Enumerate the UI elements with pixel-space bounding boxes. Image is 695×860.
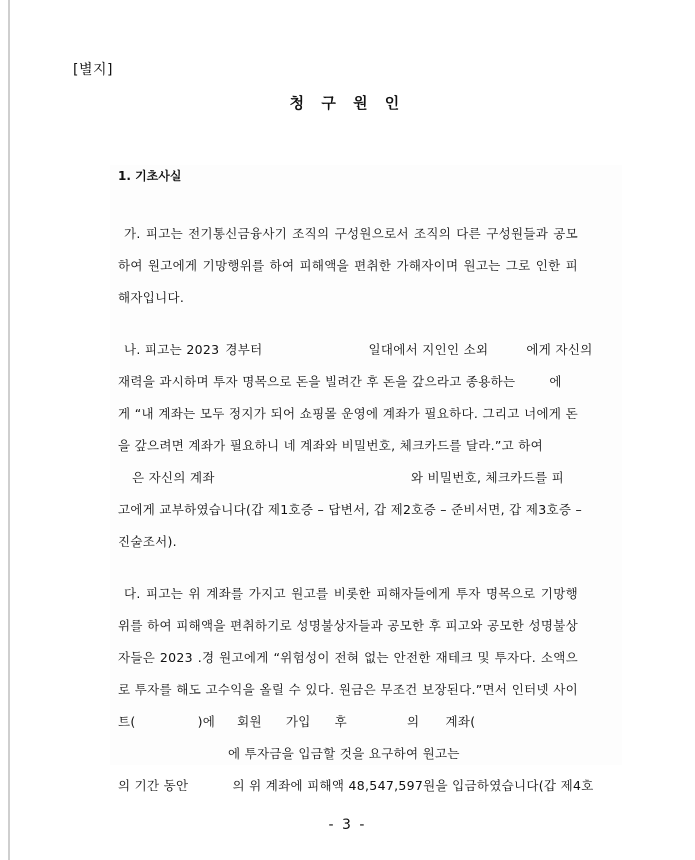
text-fragment: 회원 (237, 714, 262, 729)
document-title: 청 구 원 인 (289, 94, 406, 112)
paragraph-da-line-5 (118, 714, 578, 730)
body-background-panel (110, 165, 622, 765)
text-fragment: 의 (407, 714, 420, 729)
attachment-label: [별지] (73, 62, 113, 78)
paragraph-ga-line-2: 하여 원고에게 기망행위를 하여 피해액을 편취한 가해자이며 원고는 그로 인한 피 (118, 258, 578, 273)
page-number: - 3 - (328, 817, 367, 833)
text-fragment: 가입 (285, 714, 311, 729)
paragraph-na-line-3: 게 “내 계좌는 모두 정지가 되어 쇼핑몰 운영에 계좌가 필요하다. 그리고 너에게 돈 (118, 406, 578, 421)
text-fragment: 일대에서 지인인 소외 (368, 342, 489, 357)
text-fragment: 의 기간 동안 (118, 778, 189, 793)
text-fragment: 경부터 (225, 342, 263, 357)
section-heading-basic-facts: 1. 기초사실 (118, 169, 182, 183)
text-fragment: 에 (549, 374, 562, 389)
paragraph-na-line-4: 을 갚으려면 계좌가 필요하니 네 계좌와 비밀번호, 체크카드를 달라.”고 하여 (118, 438, 544, 453)
paragraph-da-line-1: 다. 피고는 위 계좌를 가지고 원고를 비롯한 피해자들에게 투자 명목으로 기망행 (124, 586, 578, 601)
text-fragment: 재력을 과시하며 투자 명목으로 돈을 빌려간 후 돈을 갚으라고 종용하는 (118, 374, 516, 389)
text-fragment: 와 비밀번호, 체크카드를 피 (410, 470, 565, 485)
paragraph-na-line-7: 진술조서). (118, 534, 177, 549)
text-fragment: 의 위 계좌에 피해액 48,547,597원을 입금하였습니다(갑 제4호 (232, 778, 594, 793)
paragraph-na-line-6: 고에게 교부하였습니다(갑 제1호증 – 답변서, 갑 제2호증 – 준비서면, 갑 제3호증 – (118, 502, 583, 517)
text-fragment: 계좌( (445, 714, 476, 729)
page-left-border (8, 0, 10, 860)
paragraph-ga-line-3: 해자입니다. (118, 290, 185, 305)
paragraph-ga-line-1: 가. 피고는 전기통신금융사기 조직의 구성원으로서 조직의 다른 구성원들과 공모 (124, 226, 578, 241)
text-fragment: 후 (334, 714, 348, 729)
paragraph-na-line-1 (124, 342, 593, 358)
paragraph-na-line-2 (118, 374, 578, 390)
paragraph-da-line-3: 자들은 2023 .경 원고에게 “위험성이 전혀 없는 안전한 재테크 및 투자다. 소액으 (118, 650, 578, 665)
paragraph-da-line-2: 위를 하여 피해액을 편취하기로 성명불상자들과 공모한 후 피고와 공모한 성명불상 (118, 618, 578, 633)
paragraph-na-line-5 (132, 470, 578, 486)
paragraph-da-line-6: 에 투자금을 입금할 것을 요구하여 원고는 (228, 746, 460, 761)
text-fragment: 에게 자신의 (526, 342, 593, 357)
text-fragment: 은 자신의 계좌 (132, 470, 215, 485)
text-fragment: )에 (197, 714, 216, 729)
paragraph-da-line-4: 로 투자를 해도 고수익을 올릴 수 있다. 원금은 무조건 보장된다.”면서 인터넷 사이 (118, 682, 578, 697)
text-fragment: 트( (118, 714, 136, 729)
paragraph-da-line-7 (118, 778, 594, 794)
text-fragment: 나. 피고는 2023 (124, 342, 220, 357)
